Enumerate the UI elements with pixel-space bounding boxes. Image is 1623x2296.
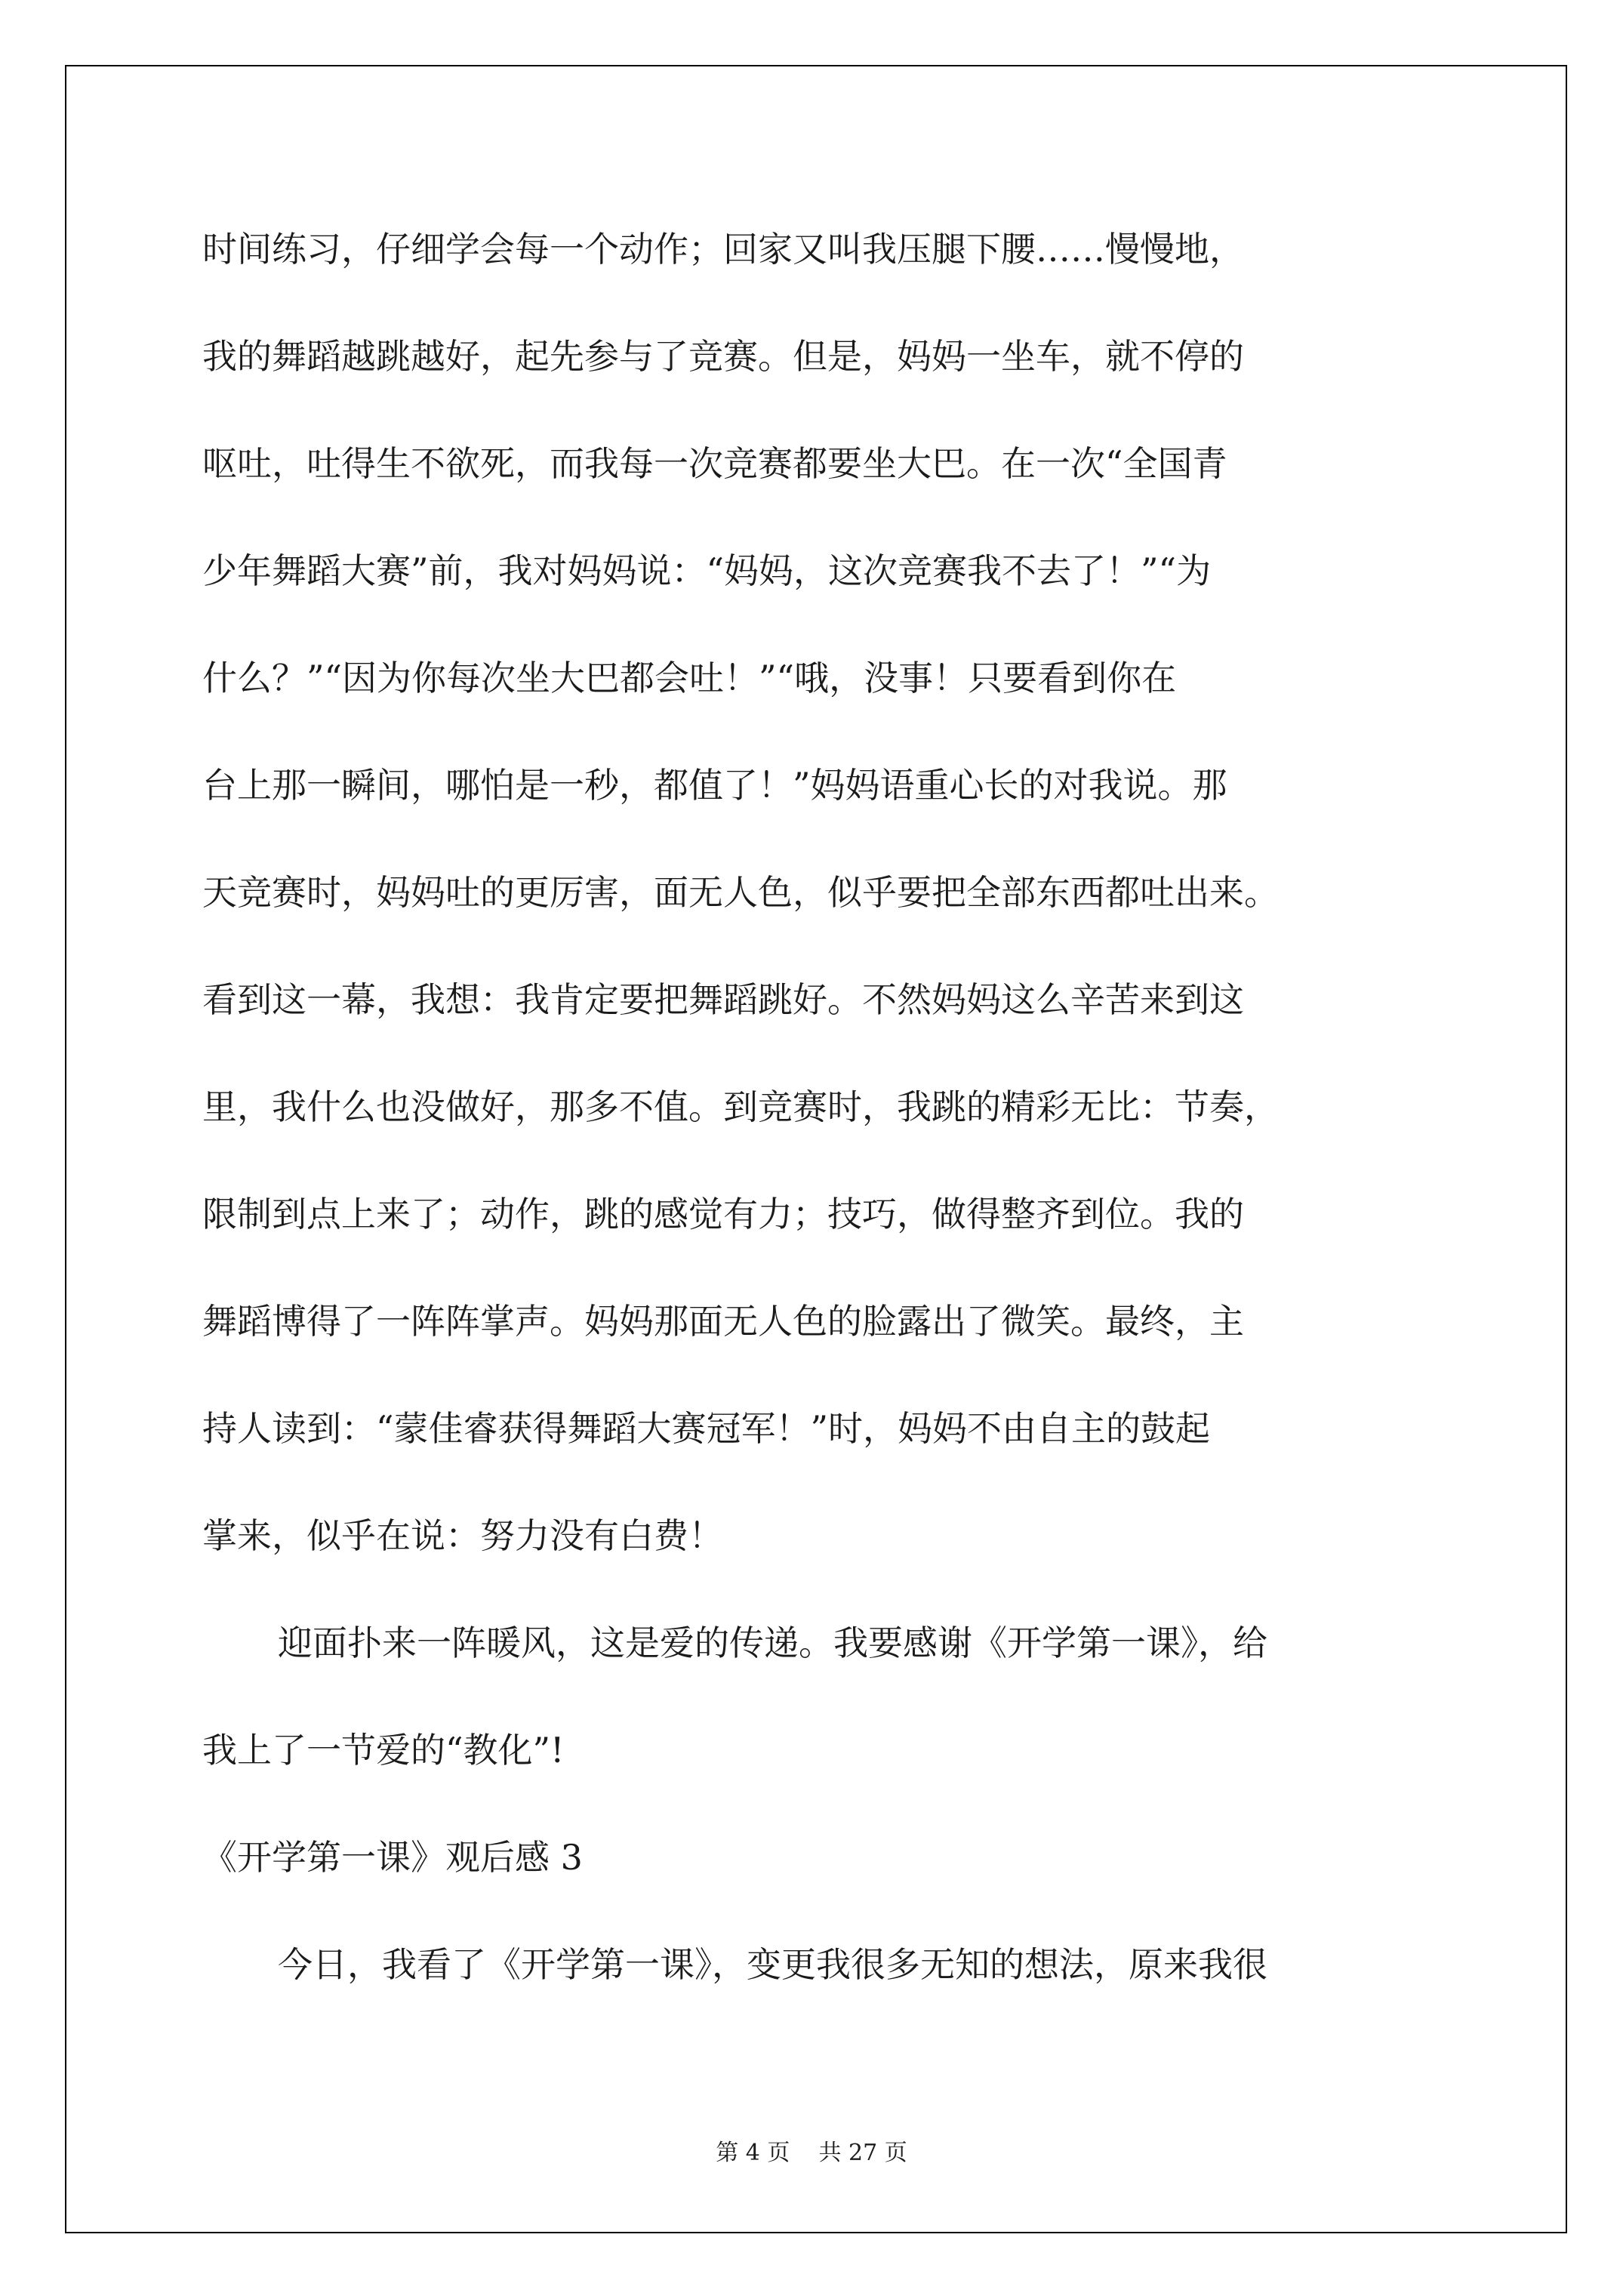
body-text-line: 台上那一瞬间，哪怕是一秒，都值了！”妈妈语重心长的对我说。那 <box>202 765 1227 806</box>
body-text-line: 今日，我看了《开学第一课》，变更我很多无知的想法，原来我很 <box>278 1944 1267 1985</box>
body-text-line: 天竞赛时，妈妈吐的更厉害，面无人色，似乎要把全部东西都吐出来。 <box>202 872 1279 913</box>
body-text-line: 少年舞蹈大赛”前，我对妈妈说：“妈妈，这次竞赛我不去了！”“为 <box>202 550 1212 591</box>
body-text-line: 我的舞蹈越跳越好，起先参与了竞赛。但是，妈妈一坐车，就不停的 <box>202 336 1244 377</box>
page-number-footer: 第 4 页 共 27 页 <box>716 2140 907 2166</box>
body-text-line: 舞蹈博得了一阵阵掌声。妈妈那面无人色的脸露出了微笑。最终，主 <box>202 1301 1244 1342</box>
body-text-line: 什么？”“因为你每次坐大巴都会吐！”“哦，没事！只要看到你在 <box>202 658 1177 698</box>
body-text-line: 看到这一幕，我想：我肯定要把舞蹈跳好。不然妈妈这么辛苦来到这 <box>202 979 1244 1020</box>
body-text-line: 限制到点上来了；动作，跳的感觉有力；技巧，做得整齐到位。我的 <box>202 1194 1244 1234</box>
body-text-line: 迎面扑来一阵暖风，这是爱的传递。我要感谢《开学第一课》，给 <box>278 1623 1267 1663</box>
body-text-line: 呕吐，吐得生不欲死，而我每一次竞赛都要坐大巴。在一次“全国青 <box>202 443 1227 484</box>
body-text-line: 时间练习，仔细学会每一个动作；回家又叫我压腿下腰……慢慢地， <box>202 229 1244 270</box>
body-text-line: 我上了一节爱的“教化”! <box>202 1730 565 1771</box>
section-heading: 《开学第一课》观后感 3 <box>202 1837 583 1878</box>
body-text-line: 里，我什么也没做好，那多不值。到竞赛时，我跳的精彩无比：节奏， <box>202 1086 1279 1127</box>
body-text-line: 持人读到：“蒙佳睿获得舞蹈大赛冠军！”时，妈妈不由自主的鼓起 <box>202 1408 1211 1449</box>
body-text-line: 掌来，似乎在说：努力没有白费！ <box>202 1515 723 1556</box>
page-border <box>65 65 1567 2233</box>
